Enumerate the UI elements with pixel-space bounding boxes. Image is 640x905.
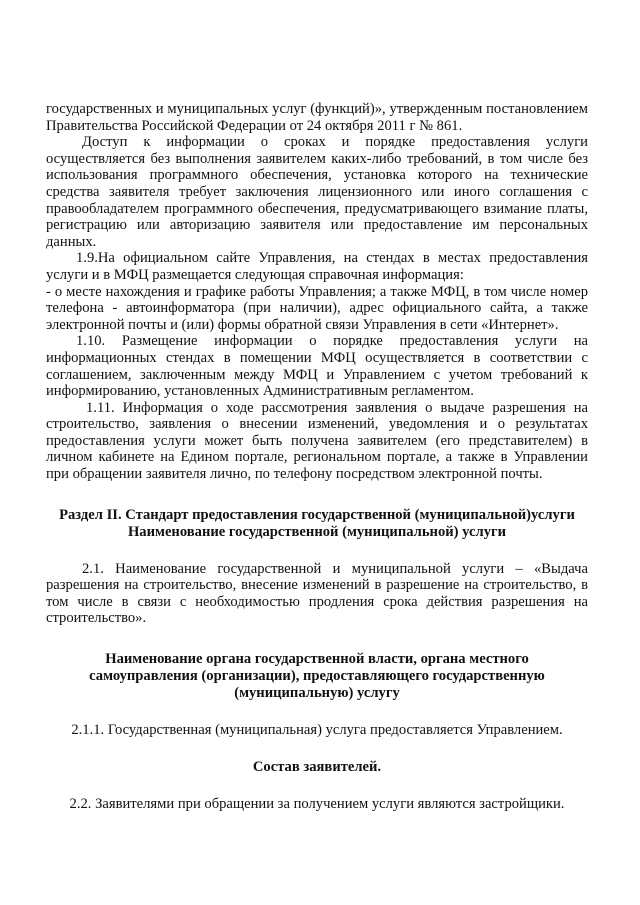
heading-organ bbox=[46, 651, 588, 702]
paragraph-intro: государственных и муниципальных услуг (функций)», утвержденным постановлением Правительства Российской Федерации от 24 октября 2011 г № 861. bbox=[46, 101, 588, 134]
document-page bbox=[46, 101, 588, 812]
paragraph-2-1-1: 2.1.1. Государственная (муниципальная) услуга предоставляется Управлением. bbox=[71, 722, 563, 739]
paragraph-access: Доступ к информации о сроках и порядке предоставления услуги осуществляется без выполнения заявителем каких-либо требований, в том числе без использования программного обеспечения, установка которого на технические средства заявителя требует заключения лицензионного или иного соглашения с правообладателем программного обеспечения, предусматривающего взимание платы, регистрацию или авторизацию заявителя или предоставление им персональных данных. bbox=[46, 134, 588, 250]
spacer bbox=[46, 483, 588, 507]
spacer bbox=[46, 702, 588, 722]
spacer bbox=[46, 541, 588, 561]
paragraph-1-9-item: - о месте нахождения и графике работы Управления; а также МФЦ, в том числе номер телефона - автоинформатора (при наличии), адрес официального сайта, а также электронной почты и (или) формы обратной связи Управления в сети «Интернет». bbox=[46, 283, 588, 333]
heading-organ-line1: Наименование органа государственной власти, органа местного bbox=[105, 651, 529, 668]
paragraph-1-11: 1.11. Информация о ходе рассмотрения заявления о выдаче разрешения на строительство, заявления о внесении изменений, уведомления и о результатах предоставления услуги может быть получена заявителем (его представителем) в личном кабинете на Едином портале, региональном портале, а также в Управлении при обращении заявителя лично, по телефону посредством электронной почты. bbox=[46, 399, 588, 483]
section-2-title bbox=[46, 507, 588, 541]
paragraph-1-10: 1.10. Размещение информации о порядке предоставления услуги на информационных стендах в помещении МФЦ осуществляется в соответствии с соглашением, заключенным между МФЦ и Управлением с учетом требований к информированию, установленных Административным регламентом. bbox=[46, 333, 588, 400]
paragraph-1-9: 1.9.На официальном сайте Управления, на стендах в местах предоставления услуги и в МФЦ размещается следующая справочная информация: bbox=[46, 250, 588, 283]
section-2-title-line1: Раздел II. Стандарт предоставления государственной (муниципальной)услуги bbox=[59, 506, 575, 523]
spacer bbox=[46, 627, 588, 651]
heading-organ-line2: самоуправления (организации), предоставляющего государственную bbox=[89, 668, 545, 685]
heading-applicants: Состав заявителей. bbox=[252, 758, 382, 775]
spacer bbox=[46, 776, 588, 796]
paragraph-2-2: 2.2. Заявителями при обращении за получением услуги являются застройщики. bbox=[69, 795, 565, 812]
paragraph-2-1: 2.1. Наименование государственной и муниципальной услуги – «Выдача разрешения на строительство, внесение изменений в разрешение на строительство, в том числе в связи с необходимостью продления срока действия разрешения на строительство». bbox=[46, 560, 588, 627]
heading-organ-line3: (муниципальную) услугу bbox=[234, 685, 400, 702]
spacer bbox=[46, 739, 588, 759]
section-2-title-line2: Наименование государственной (муниципальной) услуги bbox=[127, 523, 507, 540]
